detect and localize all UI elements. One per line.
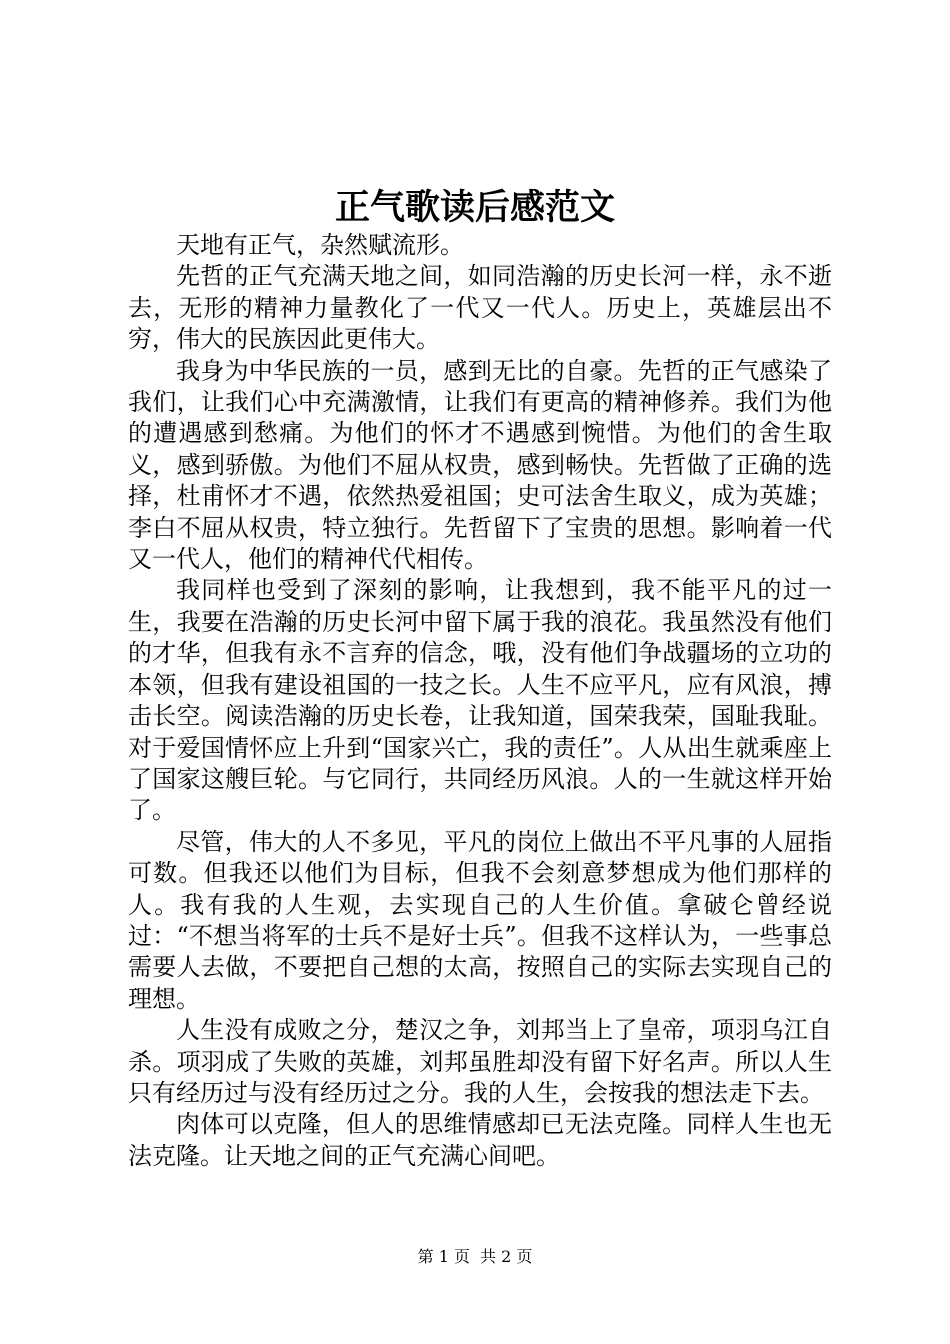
paragraph-7: 肉体可以克隆，但人的思维情感却已无法克隆。同样人生也无法克隆。让天地之间的正气充满心间吧。 <box>128 1110 832 1170</box>
page-footer <box>0 1247 950 1267</box>
paragraph-2: 先哲的正气充满天地之间，如同浩瀚的历史长河一样，永不逝去，无形的精神力量教化了一代又一代人。历史上，英雄层出不穷，伟大的民族因此更伟大。 <box>128 262 832 354</box>
paragraph-5: 尽管，伟大的人不多见，平凡的岗位上做出不平凡事的人屈指可数。但我还以他们为目标，但我不会刻意梦想成为他们那样的人。我有我的人生观，去实现自己的人生价值。拿破仑曾经说过：“不想当将军的士兵不是好士兵”。但我不这样认为，一些事总需要人去做，不要把自己想的太高，按照自己的实际去实现自己的理想。 <box>128 827 832 1013</box>
paragraph-3: 我身为中华民族的一员，感到无比的自豪。先哲的正气感染了我们，让我们心中充满激情，让我们有更高的精神修养。我们为他的遭遇感到愁痛。为他们的怀才不遇感到惋惜。为他们的舍生取义，感到骄傲。为他们不屈从权贵，感到畅快。先哲做了正确的选择，杜甫怀才不遇，依然热爱祖国；史可法舍生取义，成为英雄；李白不屈从权贵，特立独行。先哲留下了宝贵的思想。影响着一代又一代人，他们的精神代代相传。 <box>128 356 832 574</box>
page-total: 共 2 页 <box>480 1247 533 1266</box>
document-body <box>128 230 832 1172</box>
page-number: 第 1 页 <box>417 1247 470 1266</box>
paragraph-1: 天地有正气，杂然赋流形。 <box>176 231 464 259</box>
document-title: 正气歌读后感范文 <box>334 187 615 228</box>
paragraph-4: 我同样也受到了深刻的影响，让我想到，我不能平凡的过一生，我要在浩瀚的历史长河中留下属于我的浪花。我虽然没有他们的才华，但我有永不言弃的信念，哦，没有他们争战疆场的立功的本领，但我有建设祖国的一技之长。人生不应平凡，应有风浪，搏击长空。阅读浩瀚的历史长卷，让我知道，国荣我荣，国耻我耻。对于爱国情怀应上升到“国家兴亡，我的责任”。人从出生就乘座上了国家这艘巨轮。与它同行，共同经历风浪。人的一生就这样开始了。 <box>128 576 832 825</box>
paragraph-6: 人生没有成败之分，楚汉之争，刘邦当上了皇帝，项羽乌江自杀。项羽成了失败的英雄，刘邦虽胜却没有留下好名声。所以人生只有经历过与没有经历过之分。我的人生，会按我的想法走下去。 <box>128 1016 832 1107</box>
